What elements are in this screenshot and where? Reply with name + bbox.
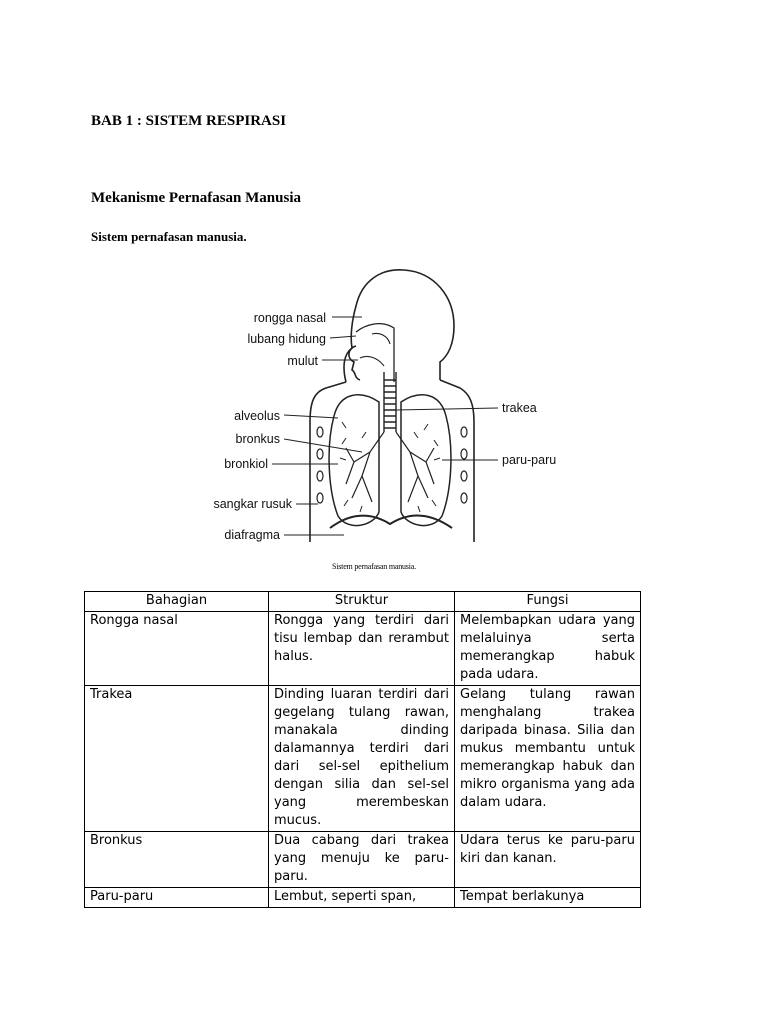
- table-row: [85, 832, 641, 888]
- bronchioles: [340, 422, 440, 512]
- label-rongga-nasal: rongga nasal: [253, 311, 326, 325]
- subsection-title: Sistem pernafasan manusia.: [91, 229, 247, 244]
- cell-part: Rongga nasal: [85, 612, 269, 686]
- cell-function: Melembapkan udara yang melaluinya serta memerangkap habuk pada udara.: [455, 612, 641, 686]
- respiratory-system-diagram: [196, 262, 576, 568]
- nasal-cavity: [356, 324, 394, 382]
- label-trakea: trakea: [502, 401, 537, 415]
- figure-caption: Sistem pernafasan manusia.: [332, 562, 416, 571]
- cell-structure: Rongga yang terdiri dari tisu lembap dan rerambut halus.: [269, 612, 455, 686]
- rib-cage: [317, 427, 467, 503]
- nasal-passage: [372, 333, 390, 344]
- cell-structure: Lembut, seperti span,: [269, 888, 455, 908]
- label-sangkar-rusuk: sangkar rusuk: [213, 497, 292, 511]
- table-row: [85, 888, 641, 908]
- cell-structure: Dinding luaran terdiri dari gegelang tulang rawan, manakala dinding dalamannya terdiri dari dari sel-sel epithelium dengan silia dan sel-sel yang merembeskan mucus.: [269, 686, 455, 832]
- cell-function: Udara terus ke paru-paru kiri dan kanan.: [455, 832, 641, 888]
- section-title: Mekanisme Pernafasan Manusia: [91, 190, 301, 206]
- face-profile: [349, 346, 360, 380]
- mouth-cavity: [360, 356, 384, 366]
- respiratory-parts-table: [84, 591, 641, 908]
- chapter-title: BAB 1 : SISTEM RESPIRASI: [91, 113, 287, 129]
- diaphragm: [330, 516, 452, 529]
- header-bahagian: Bahagian: [85, 592, 269, 612]
- cell-function: Tempat berlakunya: [455, 888, 641, 908]
- label-paru-paru: paru-paru: [502, 453, 557, 467]
- lungs: [329, 395, 451, 526]
- table-header-row: [85, 592, 641, 612]
- label-lubang-hidung: lubang hidung: [247, 332, 326, 346]
- body-outline: [310, 270, 474, 542]
- label-bronkus: bronkus: [235, 432, 280, 446]
- table-row: [85, 686, 641, 832]
- label-diafragma: diafragma: [224, 528, 280, 542]
- label-mulut: mulut: [287, 354, 318, 368]
- cell-part: Bronkus: [85, 832, 269, 888]
- cell-part: Trakea: [85, 686, 269, 832]
- header-struktur: Struktur: [269, 592, 455, 612]
- header-fungsi: Fungsi: [455, 592, 641, 612]
- cell-function: Gelang tulang rawan menghalang trakea daripada binasa. Silia dan mukus membantu untuk memerangkap habuk dan mikro organisma yang ada dalam udara.: [455, 686, 641, 832]
- left-lung-outline: [329, 395, 379, 526]
- table-row: [85, 612, 641, 686]
- diagram-leader-lines: [272, 317, 498, 535]
- label-bronkiol: bronkiol: [224, 457, 268, 471]
- cell-part: Paru-paru: [85, 888, 269, 908]
- cell-structure: Dua cabang dari trakea yang menuju ke paru-paru.: [269, 832, 455, 888]
- label-alveolus: alveolus: [234, 409, 280, 423]
